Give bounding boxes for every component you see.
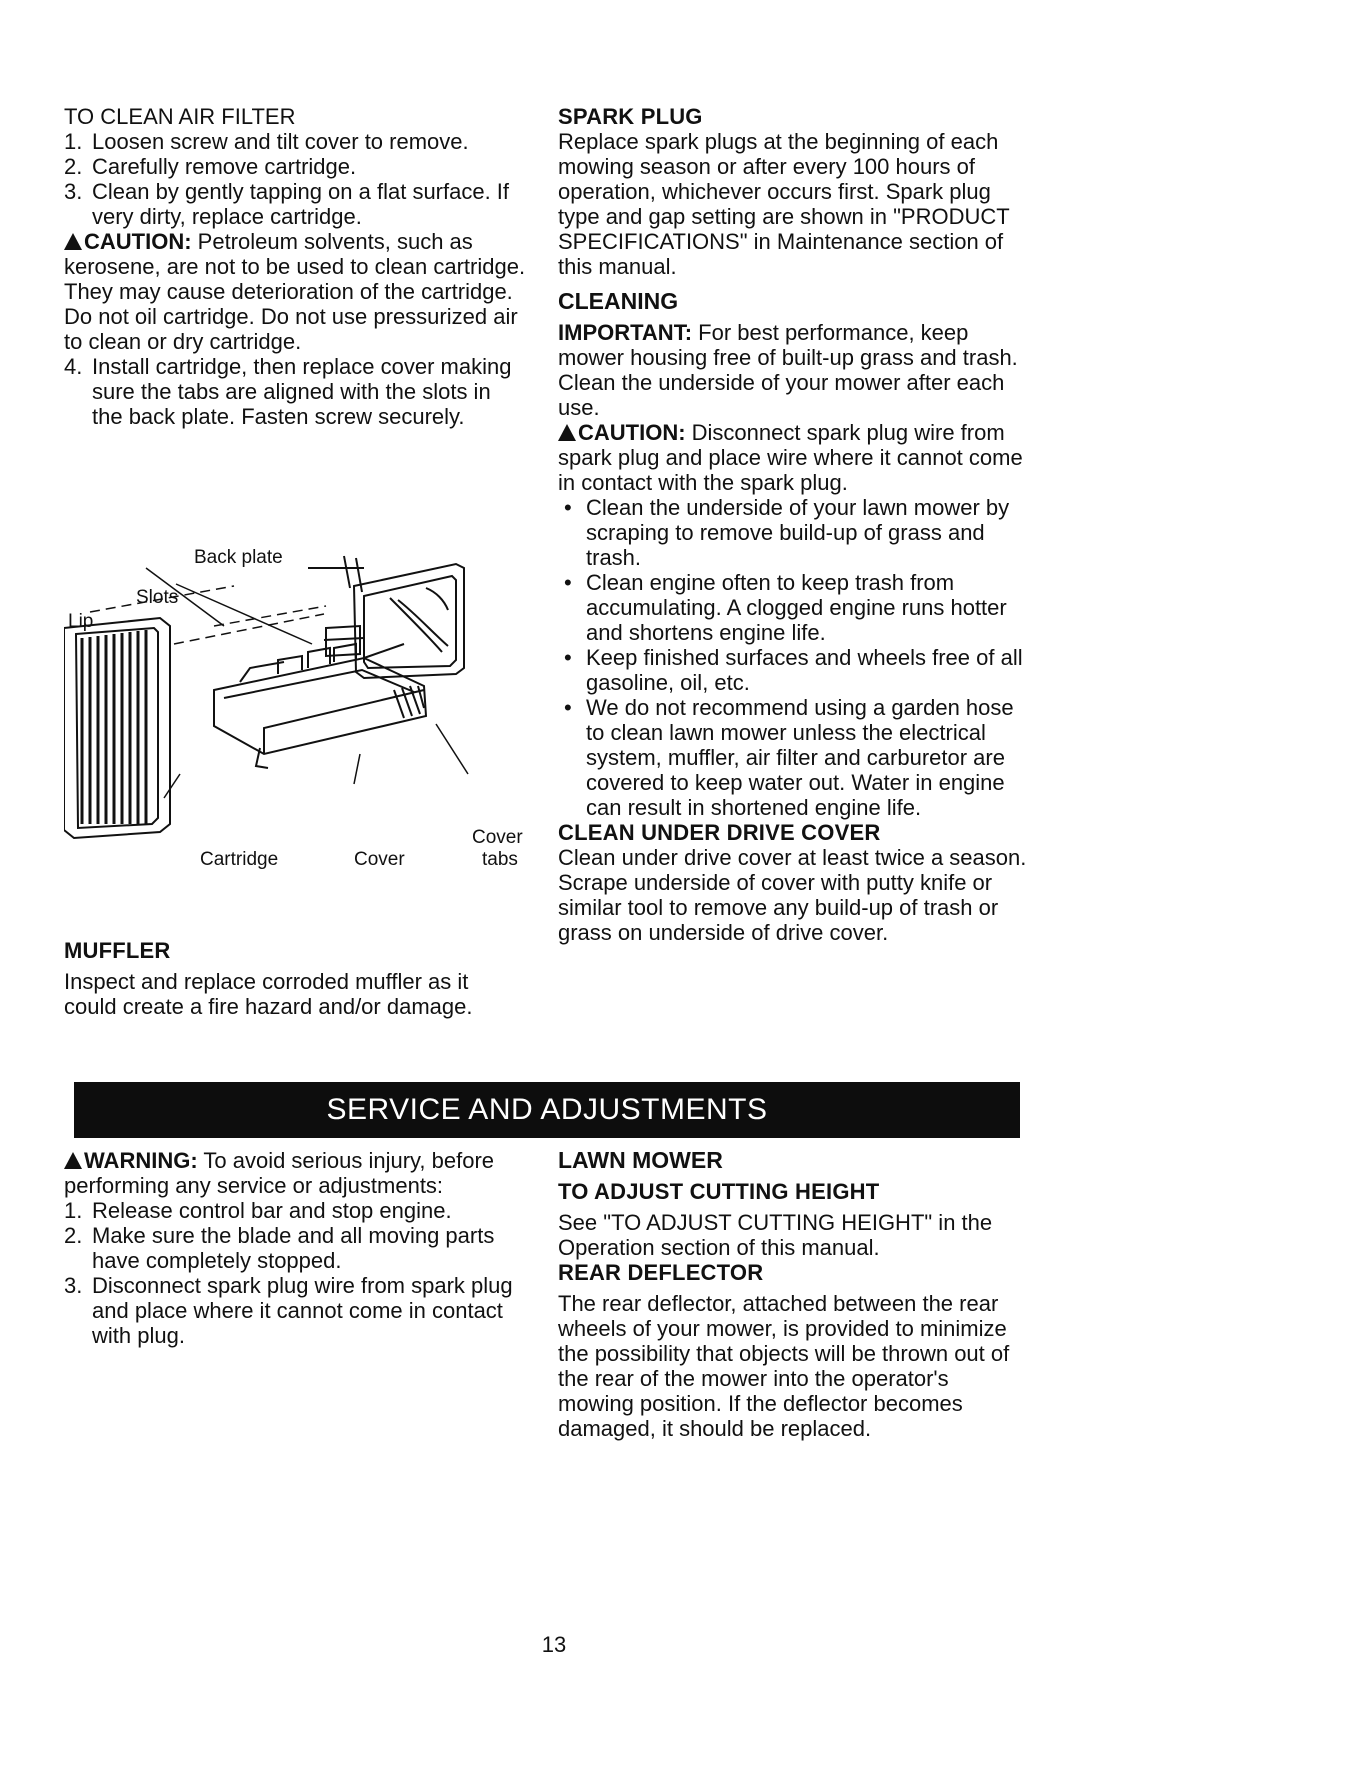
- list-item: 3. Clean by gently tapping on a flat surface. If very dirty, replace cartridge.: [64, 179, 510, 229]
- list-item: • Clean the underside of your lawn mower by scraping to remove build-up of grass and trash.: [564, 495, 1010, 570]
- cover-tabs-label-1: Cover: [472, 827, 523, 848]
- slots-label: Slots: [136, 587, 179, 608]
- rear-deflector-text: The rear deflector, attached between the rear wheels of your mower, is provided to minimize the possibility that objects will be thrown out of the rear of the mower into the operator's mowing position. If the deflector becomes damaged, it should be replaced.: [558, 1291, 1010, 1441]
- caution-paragraph: CAUTION: Petroleum solvents, such as kerosene, are not to be used to clean cartridge. They may cause deterioration of the cartridge. Do not oil cartridge. Do not use pressurized air to clean or dry cartridge.: [64, 229, 526, 354]
- list-item: 1. Loosen screw and tilt cover to remove.: [64, 129, 469, 154]
- warning-triangle-icon: [558, 424, 576, 441]
- muffler-section: [64, 938, 526, 1019]
- list-item: 2. Make sure the blade and all moving parts have completely stopped.: [64, 1223, 495, 1273]
- service-left-column: [64, 1148, 526, 1348]
- air-filter-heading: TO CLEAN AIR FILTER: [64, 104, 296, 129]
- warning-triangle-icon: [64, 233, 82, 250]
- spark-plug-heading: SPARK PLUG: [558, 104, 703, 129]
- cutting-height-text: See "TO ADJUST CUTTING HEIGHT" in the Operation section of this manual.: [558, 1210, 993, 1260]
- rear-deflector-heading: REAR DEFLECTOR: [558, 1260, 764, 1285]
- back-plate-label: Back plate: [194, 547, 283, 568]
- spark-plug-text: Replace spark plugs at the beginning of each mowing season or after every 100 hours of operation, whichever occurs first. Spark plug type and gap setting are shown in "PRODUCT SPECIFICATIONS" in Maintenance section of this manual.: [558, 129, 1010, 279]
- left-column: [64, 104, 526, 429]
- list-item: 3. Disconnect spark plug wire from spark plug and place where it cannot come in contact with plug.: [64, 1273, 513, 1348]
- list-item: • Clean engine often to keep trash from accumulating. A clogged engine runs hotter and shortens engine life.: [564, 570, 1007, 645]
- caution-paragraph: CAUTION: Disconnect spark plug wire from spark plug and place wire where it cannot come in contact with the spark plug.: [558, 420, 1023, 495]
- warning-triangle-icon: [64, 1152, 82, 1169]
- muffler-text: Inspect and replace corroded muffler as it could create a fire hazard and/or damage.: [64, 969, 473, 1019]
- muffler-heading: MUFFLER: [64, 938, 171, 963]
- cartridge-label: Cartridge: [200, 849, 279, 870]
- page-number: 13: [541, 1632, 567, 1657]
- lawn-mower-heading: LAWN MOWER: [558, 1147, 723, 1173]
- list-item: • Keep finished surfaces and wheels free of all gasoline, oil, etc.: [564, 645, 1023, 695]
- lip-label: Lip: [68, 611, 94, 632]
- air-filter-illustration: [64, 548, 534, 878]
- cutting-height-heading: TO ADJUST CUTTING HEIGHT: [558, 1179, 880, 1204]
- air-filter-step-4: [64, 354, 526, 429]
- list-item: 4. Install cartridge, then replace cover making sure the tabs are aligned with the slots in the back plate. Fasten screw securely.: [64, 354, 512, 429]
- cover-tabs-label-2: tabs: [482, 849, 518, 870]
- list-item: 2. Carefully remove cartridge.: [64, 154, 357, 179]
- drive-cover-text: Clean under drive cover at least twice a season. Scrape underside of cover with putty knife or similar tool to remove any build-up of trash or grass on underside of drive cover.: [558, 845, 1027, 945]
- cleaning-heading: CLEANING: [558, 288, 679, 314]
- section-banner: SERVICE AND ADJUSTMENTS: [74, 1082, 1020, 1138]
- air-filter-diagram: [64, 548, 534, 878]
- cover-label: Cover: [354, 849, 405, 870]
- warning-paragraph: WARNING: To avoid serious injury, before performing any service or adjustments:: [64, 1148, 495, 1198]
- drive-cover-heading: CLEAN UNDER DRIVE COVER: [558, 820, 881, 845]
- important-paragraph: IMPORTANT: For best performance, keep mower housing free of built-up grass and trash. Clean the underside of your mower after each use.: [558, 320, 1018, 420]
- list-item: • We do not recommend using a garden hose to clean lawn mower unless the electrical system, muffler, air filter and carburetor are covered to keep water out. Water in engine can result in shortened engine life.: [564, 695, 1014, 820]
- cleaning-bullets: [558, 495, 1028, 820]
- service-right-column: [558, 1148, 1028, 1441]
- list-item: 1. Release control bar and stop engine.: [64, 1198, 452, 1223]
- service-steps: [64, 1198, 526, 1348]
- right-column: [558, 104, 1028, 945]
- air-filter-steps: [64, 129, 526, 229]
